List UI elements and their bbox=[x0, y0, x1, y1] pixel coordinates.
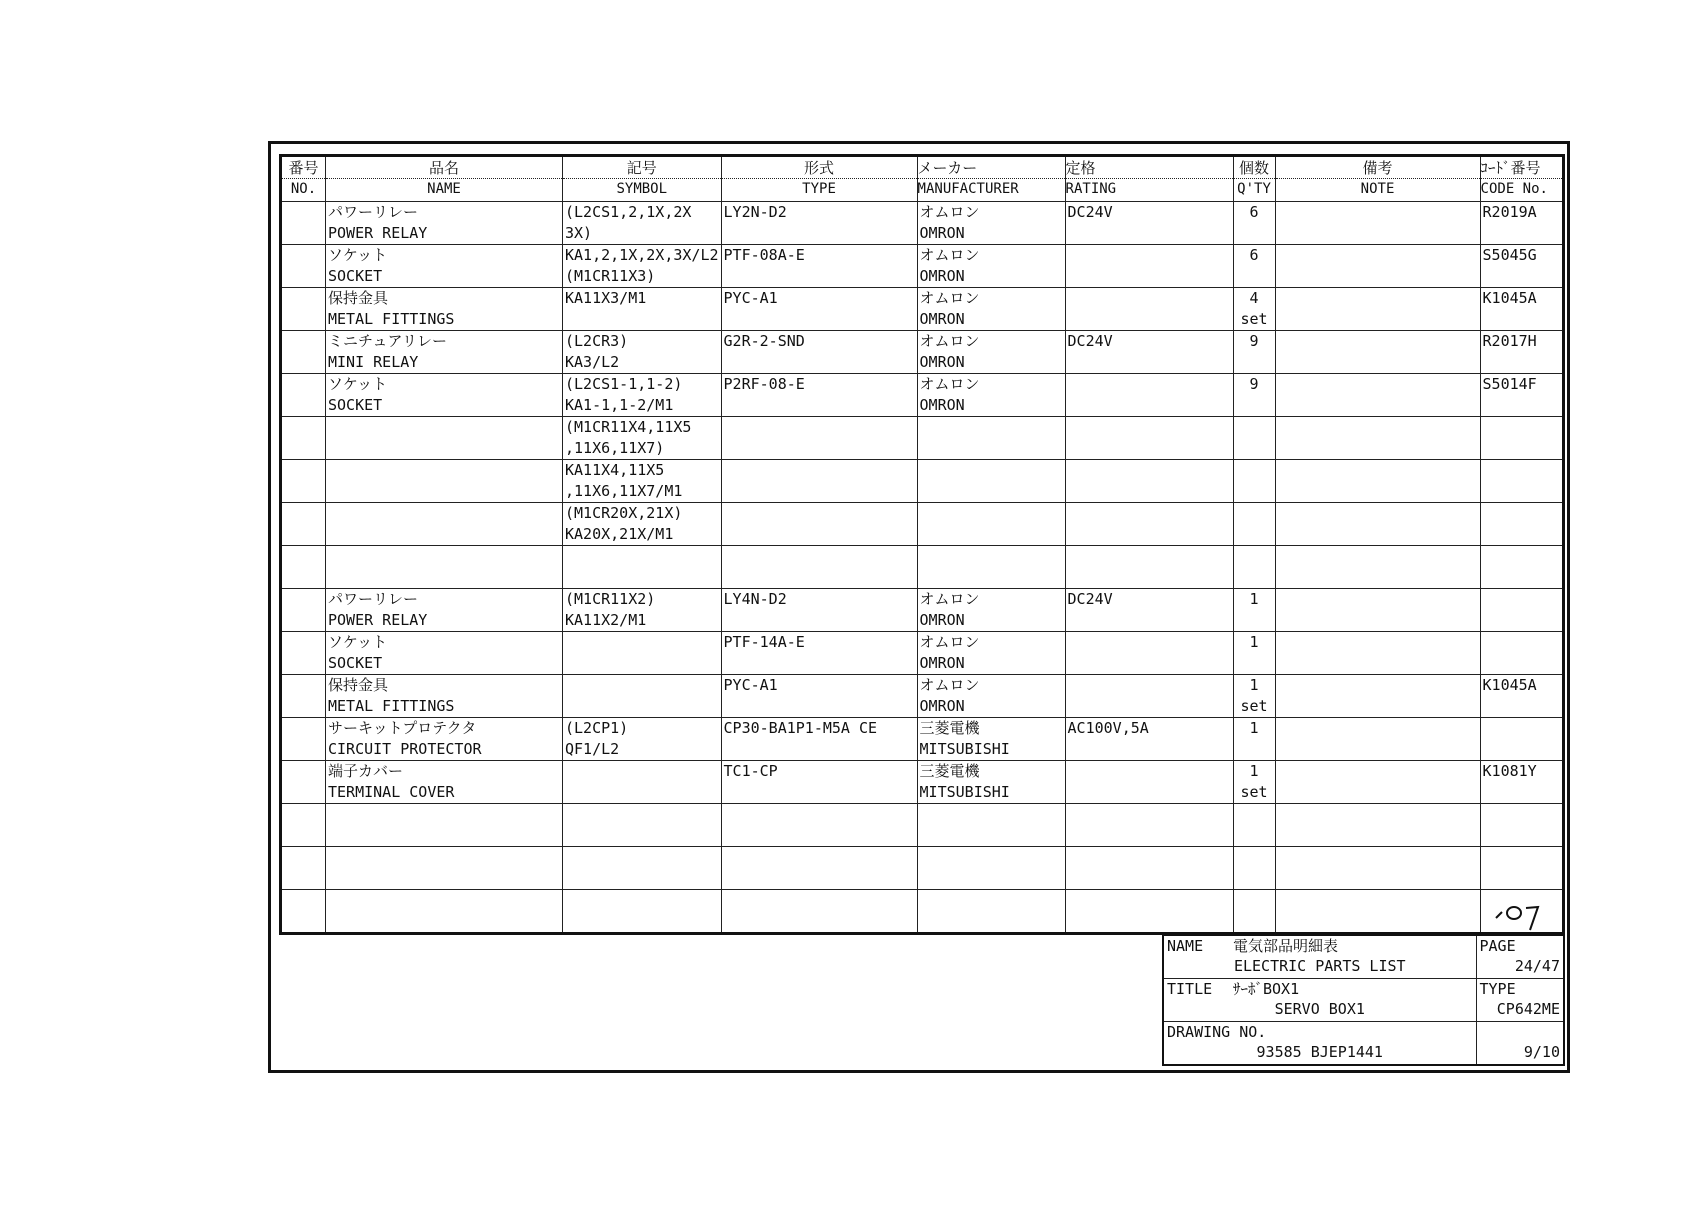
name-text: サーキットプロテクタ bbox=[328, 719, 477, 737]
qty-cell bbox=[1233, 589, 1275, 632]
manufacturer-cell bbox=[917, 632, 1065, 675]
code-cell bbox=[1480, 847, 1563, 890]
name-text: パワーリレー bbox=[328, 590, 419, 608]
manufacturer-cell bbox=[917, 804, 1065, 847]
type-text: CP30-BA1P1-M5A CE bbox=[723, 719, 878, 737]
note-cell bbox=[1275, 589, 1480, 632]
no-cell bbox=[281, 202, 326, 245]
qty-cell bbox=[1233, 288, 1275, 331]
type-text: LY4N-D2 bbox=[723, 590, 787, 608]
symbol-text: (L2CR3) bbox=[565, 332, 629, 350]
name-cell bbox=[326, 718, 563, 761]
handwritten-page-mark-text: 107 bbox=[1492, 935, 1494, 936]
type-text: PTF-14A-E bbox=[723, 633, 805, 651]
manufacturer-cell bbox=[917, 460, 1065, 503]
title-block-title-cell bbox=[1163, 979, 1476, 1022]
manufacturer-cell bbox=[917, 761, 1065, 804]
manufacturer-cell bbox=[917, 245, 1065, 288]
page-value: 24/47 bbox=[1514, 957, 1560, 975]
name-cell bbox=[326, 589, 563, 632]
manufacturer-text: OMRON bbox=[919, 267, 965, 285]
rating-cell bbox=[1065, 503, 1233, 546]
header-row bbox=[281, 156, 1564, 202]
type-cell bbox=[721, 761, 917, 804]
code-text: K1045A bbox=[1482, 676, 1537, 694]
symbol-cell bbox=[563, 417, 722, 460]
symbol-text: KA3/L2 bbox=[565, 353, 620, 371]
manufacturer-text: オムロン bbox=[919, 203, 980, 221]
parts-list-table bbox=[279, 154, 1565, 935]
rating-cell bbox=[1065, 288, 1233, 331]
symbol-cell bbox=[563, 589, 722, 632]
type-text: TC1-CP bbox=[723, 762, 778, 780]
parts-row bbox=[281, 589, 1564, 632]
manufacturer-text: OMRON bbox=[919, 310, 965, 328]
note-cell bbox=[1275, 417, 1480, 460]
name-text: ソケット bbox=[328, 375, 388, 393]
name-cell bbox=[326, 546, 563, 589]
no-cell bbox=[281, 804, 326, 847]
code-text: S5014F bbox=[1482, 375, 1537, 393]
name-cell bbox=[326, 460, 563, 503]
name-text: SOCKET bbox=[328, 654, 383, 672]
symbol-cell bbox=[563, 460, 722, 503]
name-jp: 電気部品明細表 bbox=[1233, 937, 1339, 955]
parts-row bbox=[281, 460, 1564, 503]
symbol-cell bbox=[563, 890, 722, 934]
qty-text: 6 bbox=[1249, 246, 1259, 264]
code-cell bbox=[1480, 374, 1563, 417]
title-block-drawing-row bbox=[1163, 1022, 1564, 1066]
type-cell bbox=[721, 804, 917, 847]
symbol-text: KA1,2,1X,2X,3X/L2 bbox=[565, 246, 719, 264]
manufacturer-text: MITSUBISHI bbox=[919, 740, 1010, 758]
name-text: METAL FITTINGS bbox=[328, 697, 455, 715]
name-text: ソケット bbox=[328, 246, 388, 264]
code-cell bbox=[1480, 503, 1563, 546]
no-cell bbox=[281, 460, 326, 503]
symbol-text: (L2CS1,2,1X,2X bbox=[565, 203, 692, 221]
qty-text: set bbox=[1240, 310, 1268, 328]
manufacturer-text: 三菱電機 bbox=[919, 762, 980, 780]
rating-cell bbox=[1065, 417, 1233, 460]
qty-cell bbox=[1233, 460, 1275, 503]
qty-cell bbox=[1233, 331, 1275, 374]
parts-row bbox=[281, 675, 1564, 718]
title-block bbox=[1162, 934, 1565, 1066]
note-cell bbox=[1275, 245, 1480, 288]
note-cell bbox=[1275, 460, 1480, 503]
note-cell bbox=[1275, 202, 1480, 245]
manufacturer-cell bbox=[917, 503, 1065, 546]
symbol-text: KA1-1,1-2/M1 bbox=[565, 396, 674, 414]
code-text: S5045G bbox=[1482, 246, 1537, 264]
qty-cell bbox=[1233, 374, 1275, 417]
name-label: NAME bbox=[1167, 937, 1204, 955]
type-cell bbox=[721, 460, 917, 503]
parts-row bbox=[281, 718, 1564, 761]
type-label: TYPE bbox=[1479, 980, 1516, 998]
note-cell bbox=[1275, 632, 1480, 675]
name-cell bbox=[326, 804, 563, 847]
name-en: ELECTRIC PARTS LIST bbox=[1233, 957, 1406, 975]
parts-row bbox=[281, 374, 1564, 417]
qty-text: 1 bbox=[1249, 719, 1259, 737]
rating-text: DC24V bbox=[1067, 590, 1113, 608]
manufacturer-text: オムロン bbox=[919, 246, 980, 264]
type-cell bbox=[721, 632, 917, 675]
symbol-text: KA11X4,11X5 bbox=[565, 461, 665, 479]
rating-cell bbox=[1065, 675, 1233, 718]
no-cell bbox=[281, 245, 326, 288]
qty-cell bbox=[1233, 804, 1275, 847]
code-cell bbox=[1480, 460, 1563, 503]
symbol-text: (M1CR11X2) bbox=[565, 590, 656, 608]
name-text: POWER RELAY bbox=[328, 611, 428, 629]
rating-cell bbox=[1065, 890, 1233, 934]
no-cell bbox=[281, 288, 326, 331]
parts-row bbox=[281, 804, 1564, 847]
note-cell bbox=[1275, 804, 1480, 847]
symbol-cell bbox=[563, 245, 722, 288]
type-cell bbox=[721, 245, 917, 288]
no-cell bbox=[281, 503, 326, 546]
name-cell bbox=[326, 632, 563, 675]
type-cell bbox=[721, 546, 917, 589]
type-text: PYC-A1 bbox=[723, 289, 778, 307]
no-cell bbox=[281, 718, 326, 761]
symbol-cell bbox=[563, 804, 722, 847]
manufacturer-cell bbox=[917, 589, 1065, 632]
name-cell bbox=[326, 202, 563, 245]
qty-text: 9 bbox=[1249, 375, 1259, 393]
header-type: 形式 TYPE bbox=[721, 156, 917, 202]
qty-cell bbox=[1233, 546, 1275, 589]
qty-text: 1 bbox=[1249, 590, 1259, 608]
name-text: 保持金具 bbox=[328, 676, 389, 694]
parts-row bbox=[281, 890, 1564, 934]
qty-cell bbox=[1233, 245, 1275, 288]
parts-row bbox=[281, 202, 1564, 245]
manufacturer-text: OMRON bbox=[919, 697, 965, 715]
symbol-cell bbox=[563, 503, 722, 546]
name-cell bbox=[326, 503, 563, 546]
manufacturer-cell bbox=[917, 331, 1065, 374]
note-cell bbox=[1275, 331, 1480, 374]
qty-text: 6 bbox=[1249, 203, 1259, 221]
code-cell bbox=[1480, 761, 1563, 804]
manufacturer-text: OMRON bbox=[919, 353, 965, 371]
no-cell bbox=[281, 675, 326, 718]
name-text: SOCKET bbox=[328, 396, 383, 414]
note-cell bbox=[1275, 288, 1480, 331]
symbol-text: KA11X3/M1 bbox=[565, 289, 647, 307]
code-cell bbox=[1480, 417, 1563, 460]
name-cell bbox=[326, 245, 563, 288]
symbol-cell bbox=[563, 675, 722, 718]
symbol-text: QF1/L2 bbox=[565, 740, 620, 758]
no-cell bbox=[281, 417, 326, 460]
rating-text: AC100V,5A bbox=[1067, 719, 1149, 737]
code-cell bbox=[1480, 331, 1563, 374]
name-text: ソケット bbox=[328, 633, 388, 651]
drawing-value: 93585 BJEP1441 bbox=[1256, 1043, 1383, 1061]
note-cell bbox=[1275, 761, 1480, 804]
manufacturer-text: OMRON bbox=[919, 654, 965, 672]
name-cell bbox=[326, 675, 563, 718]
manufacturer-cell bbox=[917, 288, 1065, 331]
header-rating: 定格 RATING bbox=[1065, 156, 1233, 202]
qty-text: set bbox=[1240, 783, 1268, 801]
note-cell bbox=[1275, 675, 1480, 718]
no-cell bbox=[281, 632, 326, 675]
page-label: PAGE bbox=[1479, 937, 1516, 955]
parts-row bbox=[281, 288, 1564, 331]
name-cell bbox=[326, 890, 563, 934]
note-cell bbox=[1275, 503, 1480, 546]
type-cell bbox=[721, 847, 917, 890]
name-cell bbox=[326, 761, 563, 804]
name-cell bbox=[326, 374, 563, 417]
symbol-cell bbox=[563, 288, 722, 331]
qty-text: set bbox=[1240, 697, 1268, 715]
note-cell bbox=[1275, 374, 1480, 417]
rating-cell bbox=[1065, 632, 1233, 675]
qty-cell bbox=[1233, 890, 1275, 934]
header-code: ｺｰﾄﾞ番号 CODE No. bbox=[1480, 156, 1563, 202]
code-text: K1045A bbox=[1482, 289, 1537, 307]
qty-cell bbox=[1233, 718, 1275, 761]
rating-cell bbox=[1065, 804, 1233, 847]
manufacturer-cell bbox=[917, 890, 1065, 934]
handwritten-page-mark bbox=[1492, 896, 1546, 936]
manufacturer-cell bbox=[917, 847, 1065, 890]
qty-cell bbox=[1233, 761, 1275, 804]
manufacturer-cell bbox=[917, 202, 1065, 245]
code-text: R2017H bbox=[1482, 332, 1537, 350]
rating-cell bbox=[1065, 589, 1233, 632]
note-cell bbox=[1275, 546, 1480, 589]
qty-text: 1 bbox=[1249, 676, 1259, 694]
qty-cell bbox=[1233, 202, 1275, 245]
parts-row bbox=[281, 331, 1564, 374]
manufacturer-cell bbox=[917, 374, 1065, 417]
manufacturer-text: オムロン bbox=[919, 676, 980, 694]
header-no: 番号 NO. bbox=[281, 156, 326, 202]
name-text: TERMINAL COVER bbox=[328, 783, 455, 801]
name-text: ミニチュアリレー bbox=[328, 332, 447, 350]
symbol-cell bbox=[563, 632, 722, 675]
symbol-text: 3X) bbox=[565, 224, 593, 242]
manufacturer-text: オムロン bbox=[919, 332, 980, 350]
parts-row bbox=[281, 417, 1564, 460]
name-text: パワーリレー bbox=[328, 203, 419, 221]
rating-cell bbox=[1065, 331, 1233, 374]
title-en: SERVO BOX1 bbox=[1274, 1000, 1365, 1018]
symbol-text: KA11X2/M1 bbox=[565, 611, 647, 629]
header-manufacturer: メーカー MANUFACTURER bbox=[917, 156, 1065, 202]
name-text: 端子カバー bbox=[328, 762, 404, 780]
note-cell bbox=[1275, 847, 1480, 890]
title-block-sheet-cell bbox=[1476, 1022, 1564, 1066]
name-cell bbox=[326, 847, 563, 890]
parts-row bbox=[281, 761, 1564, 804]
parts-row bbox=[281, 245, 1564, 288]
type-cell bbox=[721, 589, 917, 632]
manufacturer-text: OMRON bbox=[919, 224, 965, 242]
type-cell bbox=[721, 331, 917, 374]
type-text: LY2N-D2 bbox=[723, 203, 787, 221]
rating-cell bbox=[1065, 460, 1233, 503]
no-cell bbox=[281, 331, 326, 374]
type-cell bbox=[721, 503, 917, 546]
rating-cell bbox=[1065, 245, 1233, 288]
symbol-text: ,11X6,11X7) bbox=[565, 439, 665, 457]
symbol-text: (M1CR20X,21X) bbox=[565, 504, 683, 522]
qty-text: 4 bbox=[1249, 289, 1259, 307]
code-text: K1081Y bbox=[1482, 762, 1537, 780]
note-cell bbox=[1275, 890, 1480, 934]
type-cell bbox=[721, 202, 917, 245]
type-cell bbox=[721, 675, 917, 718]
type-cell bbox=[721, 718, 917, 761]
symbol-text: (M1CR11X4,11X5 bbox=[565, 418, 692, 436]
name-text: SOCKET bbox=[328, 267, 383, 285]
title-block-page-cell bbox=[1476, 935, 1564, 979]
drawing-label: DRAWING NO. bbox=[1167, 1023, 1267, 1041]
rating-cell bbox=[1065, 202, 1233, 245]
type-cell bbox=[721, 374, 917, 417]
header-qty: 個数 Q'TY bbox=[1233, 156, 1275, 202]
no-cell bbox=[281, 589, 326, 632]
manufacturer-text: オムロン bbox=[919, 289, 980, 307]
title-block-name-cell bbox=[1163, 935, 1476, 979]
title-block-name-row bbox=[1163, 935, 1564, 979]
name-text: POWER RELAY bbox=[328, 224, 428, 242]
symbol-cell bbox=[563, 374, 722, 417]
qty-cell bbox=[1233, 675, 1275, 718]
qty-text: 1 bbox=[1249, 633, 1259, 651]
symbol-cell bbox=[563, 202, 722, 245]
rating-cell bbox=[1065, 761, 1233, 804]
no-cell bbox=[281, 546, 326, 589]
manufacturer-text: 三菱電機 bbox=[919, 719, 980, 737]
symbol-cell bbox=[563, 847, 722, 890]
header-name: 品名 NAME bbox=[326, 156, 563, 202]
manufacturer-cell bbox=[917, 417, 1065, 460]
symbol-text: KA20X,21X/M1 bbox=[565, 525, 674, 543]
code-cell bbox=[1480, 546, 1563, 589]
qty-text: 9 bbox=[1249, 332, 1259, 350]
manufacturer-text: オムロン bbox=[919, 633, 980, 651]
parts-row bbox=[281, 847, 1564, 890]
title-block-type-cell bbox=[1476, 979, 1564, 1022]
code-text: R2019A bbox=[1482, 203, 1537, 221]
title-block-drawing-cell bbox=[1163, 1022, 1476, 1066]
header-note: 備考 NOTE bbox=[1275, 156, 1480, 202]
type-text: PTF-08A-E bbox=[723, 246, 805, 264]
code-cell bbox=[1480, 589, 1563, 632]
type-text: PYC-A1 bbox=[723, 676, 778, 694]
no-cell bbox=[281, 890, 326, 934]
symbol-cell bbox=[563, 546, 722, 589]
type-cell bbox=[721, 890, 917, 934]
code-cell bbox=[1480, 288, 1563, 331]
qty-cell bbox=[1233, 632, 1275, 675]
manufacturer-text: オムロン bbox=[919, 590, 980, 608]
manufacturer-cell bbox=[917, 546, 1065, 589]
header-symbol: 記号 SYMBOL bbox=[563, 156, 722, 202]
code-cell bbox=[1480, 718, 1563, 761]
manufacturer-text: OMRON bbox=[919, 396, 965, 414]
no-cell bbox=[281, 374, 326, 417]
type-cell bbox=[721, 417, 917, 460]
name-cell bbox=[326, 417, 563, 460]
parts-row bbox=[281, 503, 1564, 546]
code-cell bbox=[1480, 632, 1563, 675]
symbol-text: ,11X6,11X7/M1 bbox=[565, 482, 683, 500]
manufacturer-text: OMRON bbox=[919, 611, 965, 629]
rating-cell bbox=[1065, 374, 1233, 417]
name-text: 保持金具 bbox=[328, 289, 389, 307]
code-cell bbox=[1480, 804, 1563, 847]
title-block-title-row bbox=[1163, 979, 1564, 1022]
name-cell bbox=[326, 331, 563, 374]
symbol-text: (L2CS1-1,1-2) bbox=[565, 375, 683, 393]
qty-text: 1 bbox=[1249, 762, 1259, 780]
type-value: CP642ME bbox=[1496, 1000, 1560, 1018]
qty-cell bbox=[1233, 847, 1275, 890]
type-text: G2R-2-SND bbox=[723, 332, 805, 350]
rating-cell bbox=[1065, 718, 1233, 761]
symbol-cell bbox=[563, 761, 722, 804]
symbol-text: (L2CP1) bbox=[565, 719, 629, 737]
name-cell bbox=[326, 288, 563, 331]
title-label: TITLE bbox=[1167, 980, 1213, 998]
symbol-cell bbox=[563, 331, 722, 374]
manufacturer-cell bbox=[917, 675, 1065, 718]
manufacturer-text: オムロン bbox=[919, 375, 980, 393]
name-text: MINI RELAY bbox=[328, 353, 419, 371]
code-cell bbox=[1480, 675, 1563, 718]
note-cell bbox=[1275, 718, 1480, 761]
type-text: P2RF-08-E bbox=[723, 375, 805, 393]
sheet-value: 9/10 bbox=[1523, 1043, 1560, 1061]
symbol-cell bbox=[563, 718, 722, 761]
rating-cell bbox=[1065, 847, 1233, 890]
manufacturer-cell bbox=[917, 718, 1065, 761]
name-text: CIRCUIT PROTECTOR bbox=[328, 740, 482, 758]
parts-row bbox=[281, 632, 1564, 675]
type-cell bbox=[721, 288, 917, 331]
symbol-text: (M1CR11X3) bbox=[565, 267, 656, 285]
no-cell bbox=[281, 847, 326, 890]
code-cell bbox=[1480, 245, 1563, 288]
no-cell bbox=[281, 761, 326, 804]
rating-text: DC24V bbox=[1067, 332, 1113, 350]
code-cell bbox=[1480, 202, 1563, 245]
parts-row bbox=[281, 546, 1564, 589]
qty-cell bbox=[1233, 417, 1275, 460]
rating-cell bbox=[1065, 546, 1233, 589]
title-jp: ｻｰﾎﾞBOX1 bbox=[1233, 980, 1300, 998]
qty-cell bbox=[1233, 503, 1275, 546]
rating-text: DC24V bbox=[1067, 203, 1113, 221]
name-text: METAL FITTINGS bbox=[328, 310, 455, 328]
manufacturer-text: MITSUBISHI bbox=[919, 783, 1010, 801]
